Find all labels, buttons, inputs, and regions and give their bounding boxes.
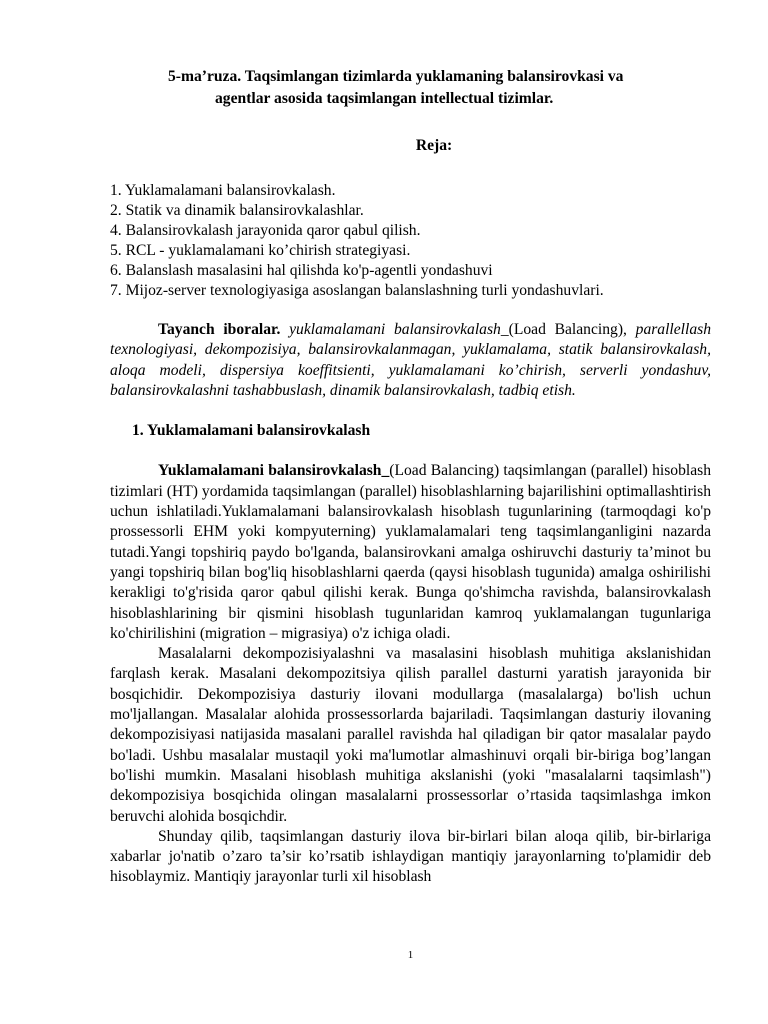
keywords-label: Tayanch iboralar.	[158, 321, 281, 338]
document-body	[110, 320, 711, 888]
lecture-title	[110, 66, 711, 110]
body-paragraph: Masalalarni dekompozisiyalashni va masalasini hisoblash muhitiga akslanishidan farqlash kerak. Masalani dekompozitsiya qilish parallel dasturni yaratish jarayonida bir bosqichidir. Dekompozisiya dasturiy ilovani modullarga (masalalarga) bo'lish uchun mo'ljallangan. Masalalar alohida prossessorlarda bajariladi. Taqsimlangan dasturiy ilovaning dekompozisiyasi natijasida masalani parallel ravishda hal qiladigan bir qator masalalar paydo bo'ladi. Ushbu masalalar mustaqil yoki ma'lumotlar almashinuvi orqali bir-biriga bog’langan bo'lishi mumkin. Masalani hisoblash muhitiga akslanishi (yoki "masalalarni taqsimlash") dekompozisiya bosqichida olingan masalalarni prossessorlar o’rtasida taqsimlashga imkon beruvchi alohida bosqichdir.	[110, 645, 711, 825]
plan-item: 1. Yuklamalamani balansirovkalash.	[110, 182, 336, 199]
section-heading: 1. Yuklamalamani balansirovkalash	[132, 422, 371, 440]
plan-heading: Reja:	[415, 137, 453, 154]
keyword-gloss: (Load Balancing),	[508, 321, 627, 338]
keyword-term: yuklamalamani balansirovkalash_	[289, 321, 509, 338]
plan-item: 5. RCL - yuklamalamani ko’chirish strategiyasi.	[110, 242, 411, 259]
plan-item: 4. Balansirovkalash jarayonida qaror qabul qilish.	[110, 222, 421, 239]
plan-item: 7. Mijoz-server texnologiyasiga asoslangan balanslashning turli yondashuvlari.	[110, 282, 604, 299]
plan-list	[110, 181, 730, 301]
page-number: 1	[407, 949, 414, 961]
body-paragraph	[110, 461, 711, 644]
body-paragraph: Shunday qilib, taqsimlangan dasturiy ilova bir-birlari bilan aloqa qilib, bir-birlariga xabarlar jo'natib o’zaro ta’sir ko’rsatib ishlaydigan mantiqiy jarayonlarning to'plamidir deb hisoblaymiz. Mantiqiy jarayonlar turli xil hisoblash	[110, 827, 711, 886]
defined-term: Yuklamalamani balansirovkalash_	[158, 462, 390, 480]
keyword-list: parallellash texnologiyasi, dekompozisiya, balansirovkalanmagan, yuklamalama, statik balansirovkalash, aloqa modeli, dispersiya koeffitsienti, yuklamalamani ko’chirish, serverli yondashuv, balansirovkalashni tashabbuslash, dinamik balansirovkalash, tadbiq etish.	[110, 321, 712, 399]
paragraph-text: (Load Balancing) taqsimlangan (parallel) hisoblash tizimlari (HT) yordamida taqsimlangan (parallel) hisoblashlarning bajarilishini optimallashtirish uchun ishlatiladi.Yuklamalamani balansirovkalash hisoblash tugunlarining (tarmoqdagi ko'p prossessorli EHM yoki kompyuterning) yuklamalamalari teng taqsimlanganligini nazarda tutadi.Yangi topshiriq paydo bo'lganda, balansirovkani amalga oshiruvchi dasturiy ta’minot bu yangi topshiriq bilan bog'liq hisoblashlarni qaerda (qaysi hisoblash tugunida) amalga oshirilishi kerakligi to'g'risida qaror qabul qilishi kerak. Bunga qo'shimcha ravishda, balansirovkalash hisoblashlarining bir qismini hisoblash tugunlaridan kamroq yuklamalangan tugunlariga ko'chirilishini (migration – migrasiya) o'z ichiga oladi.	[110, 462, 712, 642]
plan-item: 6. Balanslash masalasini hal qilishda ko'p-agentli yondashuvi	[110, 262, 493, 279]
lecture-title-line-2: agentlar asosida taqsimlangan intellectual tizimlar.	[215, 90, 554, 107]
plan-item: 2. Statik va dinamik balansirovkalashlar.	[110, 202, 364, 219]
lecture-title-line-1: 5-ma’ruza. Taqsimlangan tizimlarda yuklamaning balansirovkasi va	[168, 68, 624, 85]
keywords-paragraph	[110, 320, 711, 401]
